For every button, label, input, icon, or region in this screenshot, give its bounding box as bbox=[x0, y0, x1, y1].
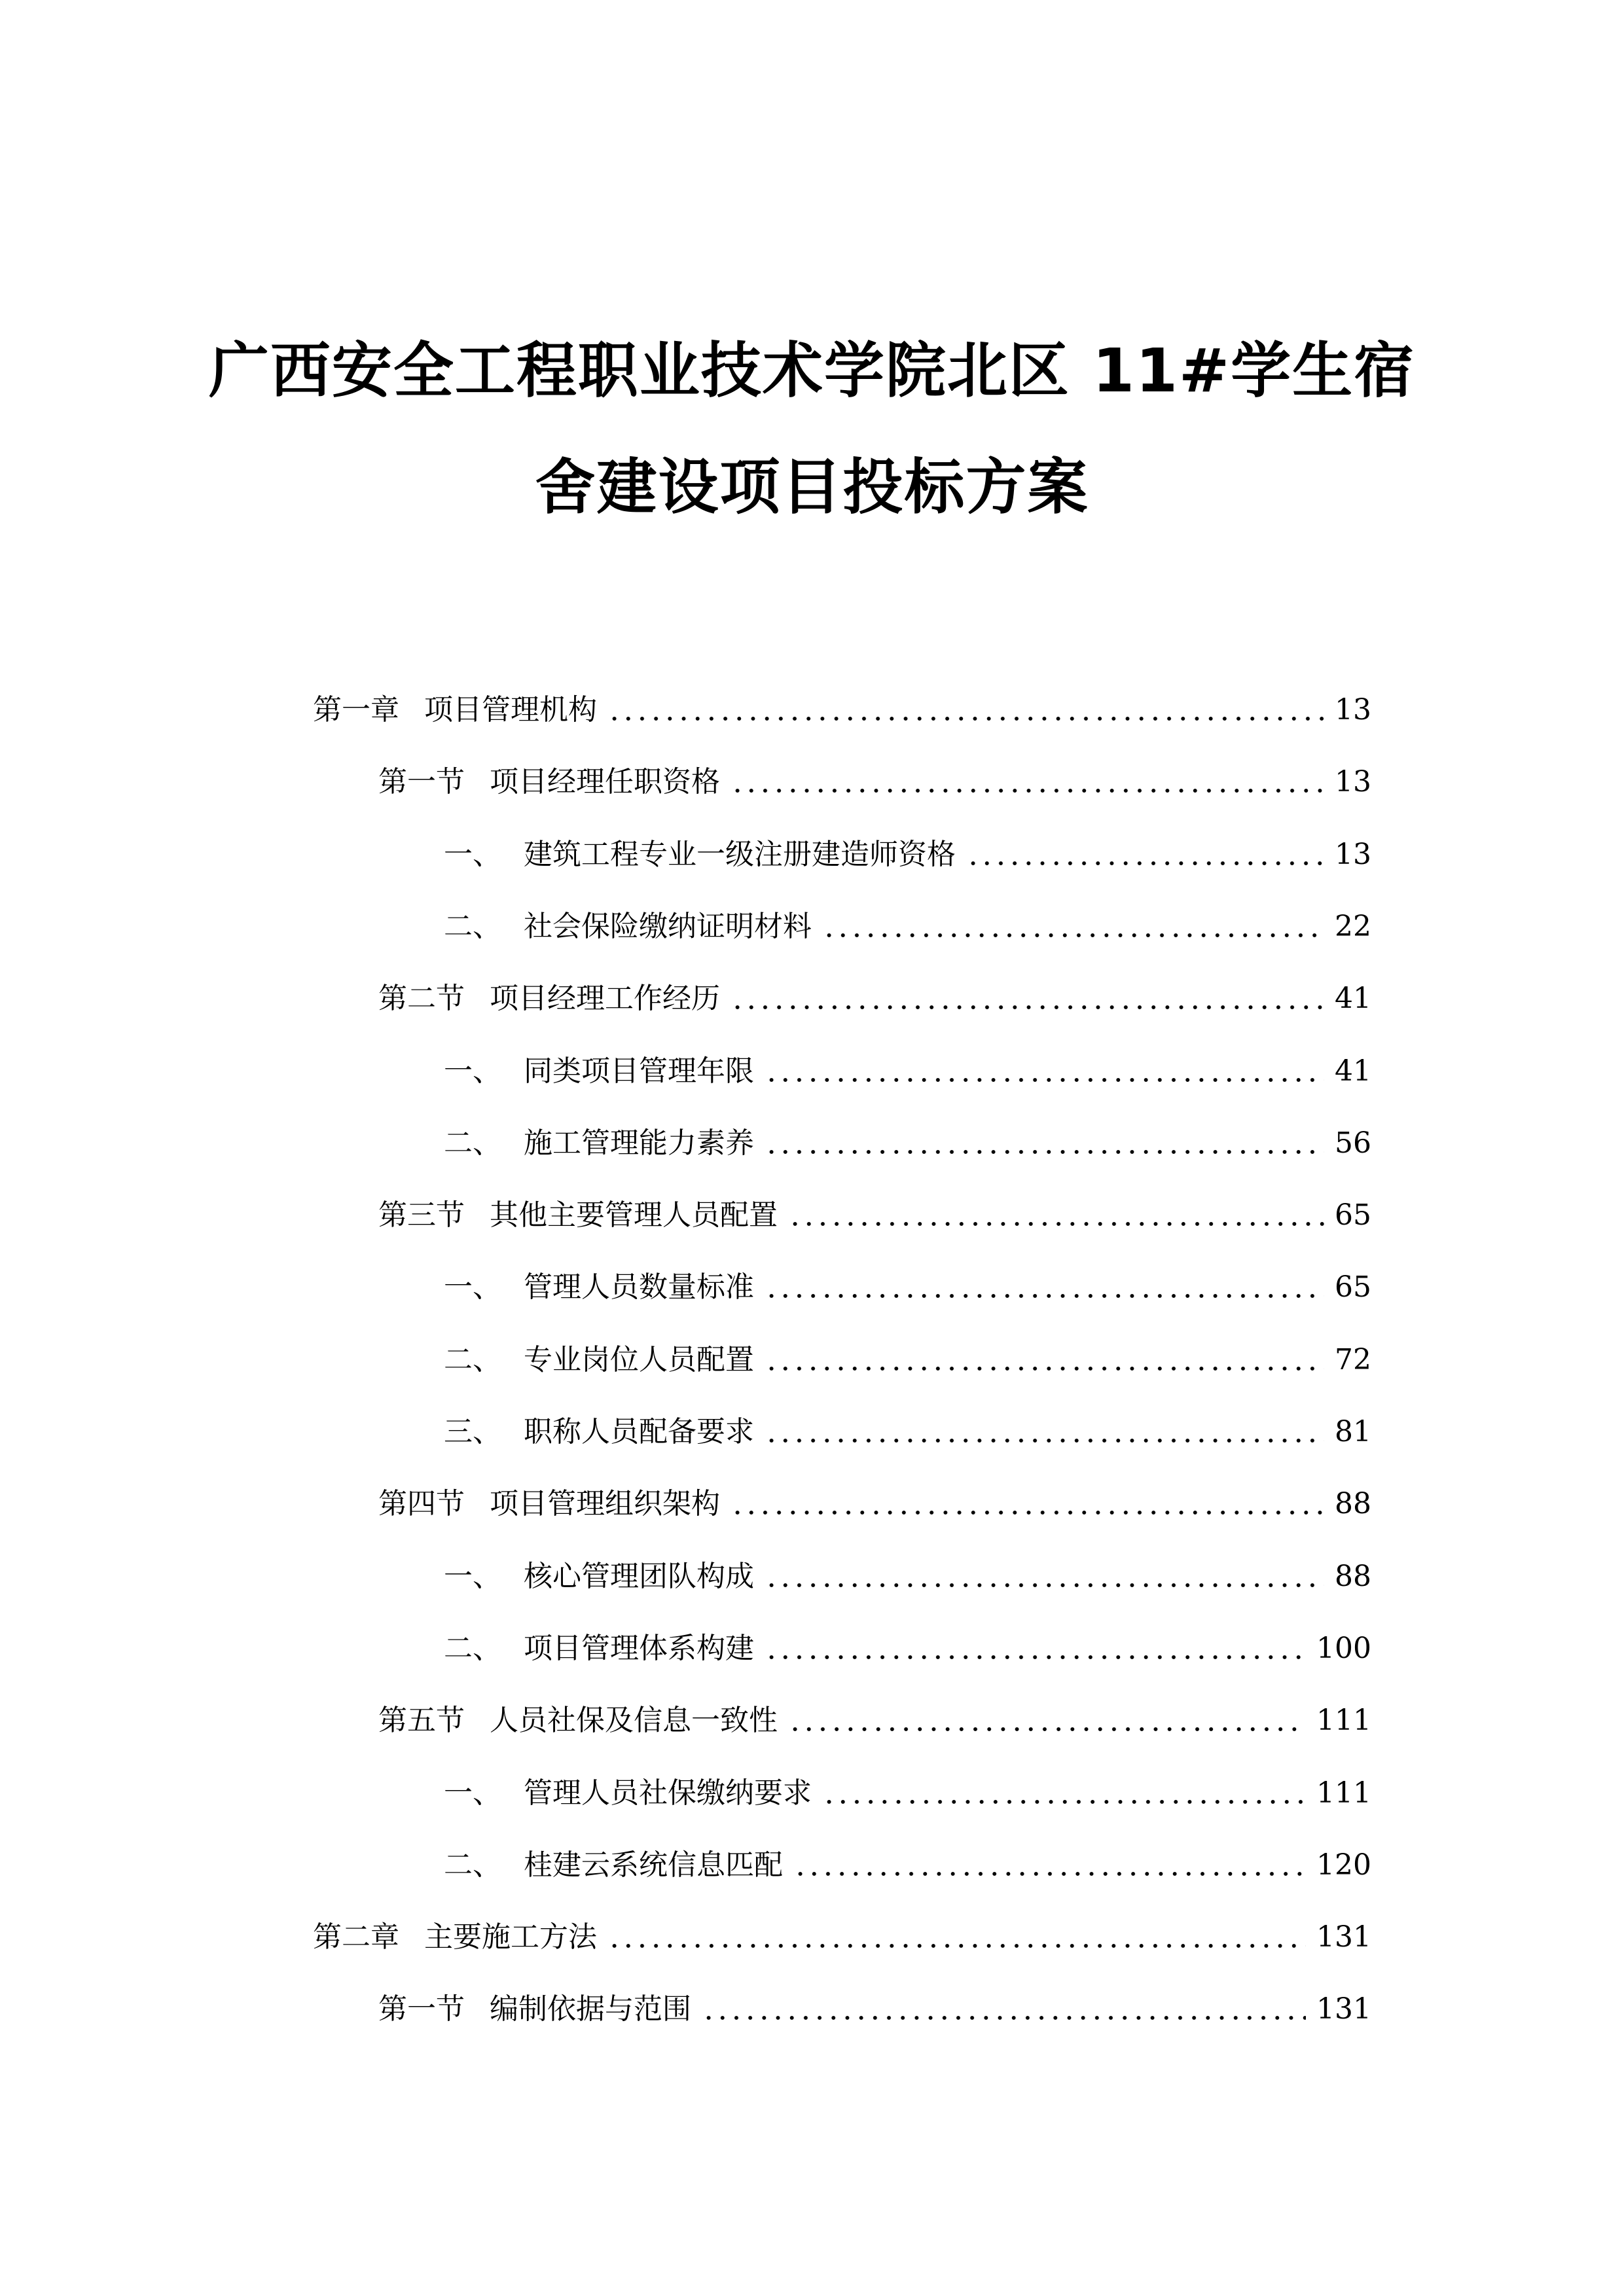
toc-entry-number: 二、 bbox=[444, 1342, 501, 1376]
toc-entry[interactable] bbox=[444, 1412, 1371, 1452]
toc-entry-number: 一、 bbox=[444, 1054, 501, 1088]
toc-entry[interactable] bbox=[378, 1196, 1371, 1235]
toc-entry-label bbox=[444, 1846, 783, 1885]
toc-page-number: 13 bbox=[1335, 693, 1371, 726]
toc-entry-label bbox=[444, 1412, 754, 1452]
toc-entry-number: 二、 bbox=[444, 1848, 501, 1882]
toc-entry-number: 第四节 bbox=[378, 1487, 465, 1521]
toc-entry-label bbox=[444, 1268, 754, 1307]
toc-entry-title: 社会保险缴纳证明材料 bbox=[524, 909, 812, 943]
toc-entry-label bbox=[378, 979, 720, 1018]
toc-entry-title: 人员社保及信息一致性 bbox=[490, 1704, 778, 1738]
toc-dot-leader bbox=[765, 1655, 1306, 1659]
toc-entry[interactable] bbox=[378, 979, 1371, 1018]
toc-entry-number: 一、 bbox=[444, 1270, 501, 1304]
toc-entry-title: 同类项目管理年限 bbox=[524, 1054, 754, 1088]
toc-entry-number: 一、 bbox=[444, 1559, 501, 1593]
toc-page-number: 131 bbox=[1316, 1920, 1371, 1954]
toc-entry-number: 第一节 bbox=[378, 765, 465, 799]
toc-page-number: 72 bbox=[1335, 1342, 1371, 1376]
toc-entry[interactable] bbox=[378, 1701, 1371, 1740]
toc-entry[interactable] bbox=[378, 1990, 1371, 2029]
toc-dot-leader bbox=[765, 1294, 1324, 1298]
toc-entry[interactable] bbox=[444, 1846, 1371, 1885]
toc-entry-number: 一、 bbox=[444, 1776, 501, 1810]
toc-entry[interactable] bbox=[444, 1124, 1371, 1163]
toc-entry-number: 第二章 bbox=[313, 1920, 399, 1954]
toc-entry-title: 项目经理工作经历 bbox=[490, 982, 720, 1016]
toc-entry-number: 第二节 bbox=[378, 982, 465, 1016]
toc-page-number: 41 bbox=[1335, 1054, 1371, 1088]
toc-entry-label bbox=[378, 762, 720, 802]
toc-entry-label bbox=[444, 1557, 754, 1596]
toc-entry-title: 编制依据与范围 bbox=[490, 1992, 691, 2026]
toc-dot-leader bbox=[607, 1944, 1306, 1948]
toc-page-number: 22 bbox=[1335, 909, 1371, 943]
toc-entry[interactable] bbox=[444, 1774, 1371, 1813]
toc-entry-number: 第五节 bbox=[378, 1704, 465, 1738]
toc-page-number: 131 bbox=[1316, 1992, 1371, 2026]
toc-entry-label bbox=[444, 1340, 754, 1380]
toc-entry[interactable] bbox=[444, 1052, 1371, 1091]
toc-dot-leader bbox=[607, 717, 1324, 721]
toc-page-number: 111 bbox=[1316, 1704, 1371, 1738]
toc-dot-leader bbox=[765, 1367, 1324, 1371]
toc-page-number: 65 bbox=[1335, 1270, 1371, 1304]
toc-dot-leader bbox=[731, 1005, 1324, 1009]
toc-entry[interactable] bbox=[313, 691, 1371, 730]
toc-page-number: 13 bbox=[1335, 765, 1371, 799]
toc-dot-leader bbox=[788, 1222, 1324, 1226]
toc-entry-number: 三、 bbox=[444, 1415, 501, 1448]
toc-entry-title: 主要施工方法 bbox=[424, 1920, 597, 1954]
toc-dot-leader bbox=[788, 1727, 1306, 1731]
toc-dot-leader bbox=[822, 933, 1324, 937]
toc-page-number: 81 bbox=[1335, 1415, 1371, 1448]
toc-entry-label bbox=[444, 907, 812, 946]
toc-entry-title: 桂建云系统信息匹配 bbox=[524, 1848, 783, 1882]
toc-dot-leader bbox=[731, 1511, 1324, 1515]
toc-entry-label bbox=[444, 1052, 754, 1091]
toc-dot-leader bbox=[822, 1800, 1306, 1804]
toc-page-number: 13 bbox=[1335, 837, 1371, 871]
document-title-line-1: 广西安全工程职业技术学院北区 11#学生宿 bbox=[208, 336, 1416, 406]
toc-entry-number: 一、 bbox=[444, 837, 501, 871]
toc-entry-label bbox=[444, 1124, 754, 1163]
toc-entry-number: 第三节 bbox=[378, 1198, 465, 1232]
toc-page-number: 56 bbox=[1335, 1126, 1371, 1160]
toc-entry-number: 二、 bbox=[444, 1631, 501, 1665]
toc-dot-leader bbox=[765, 1078, 1324, 1082]
toc-dot-leader bbox=[966, 861, 1324, 865]
toc-page-number: 65 bbox=[1335, 1198, 1371, 1232]
toc-entry-title: 核心管理团队构成 bbox=[524, 1559, 754, 1593]
toc-entry-title: 其他主要管理人员配置 bbox=[490, 1198, 778, 1232]
toc-page-number: 120 bbox=[1316, 1848, 1371, 1882]
toc-entry[interactable] bbox=[444, 1629, 1371, 1668]
toc-page-number: 111 bbox=[1316, 1776, 1371, 1810]
toc-entry[interactable] bbox=[444, 1340, 1371, 1380]
toc-entry-title: 管理人员社保缴纳要求 bbox=[524, 1776, 812, 1810]
toc-entry-title: 施工管理能力素养 bbox=[524, 1126, 754, 1160]
toc-entry-label bbox=[444, 1774, 812, 1813]
toc-entry-title: 管理人员数量标准 bbox=[524, 1270, 754, 1304]
toc-entry-label bbox=[313, 691, 597, 730]
toc-dot-leader bbox=[731, 789, 1324, 793]
toc-page-number: 100 bbox=[1316, 1631, 1371, 1665]
toc-entry-title: 职称人员配备要求 bbox=[524, 1415, 754, 1448]
toc-entry-title: 项目管理体系构建 bbox=[524, 1631, 754, 1665]
toc-entry-title: 项目经理任职资格 bbox=[490, 765, 720, 799]
toc-entry-label bbox=[378, 1484, 720, 1524]
document-title-line-2: 舍建设项目投标方案 bbox=[535, 452, 1089, 522]
toc-entry-label bbox=[378, 1990, 691, 2029]
toc-dot-leader bbox=[702, 2016, 1306, 2020]
toc-dot-leader bbox=[765, 1583, 1324, 1587]
toc-dot-leader bbox=[793, 1872, 1306, 1876]
toc-entry-label bbox=[444, 1629, 754, 1668]
toc-entry[interactable] bbox=[444, 1557, 1371, 1596]
toc-dot-leader bbox=[765, 1150, 1324, 1154]
toc-entry[interactable] bbox=[313, 1918, 1371, 1957]
toc-entry-label bbox=[378, 1196, 778, 1235]
toc-page-number: 88 bbox=[1335, 1487, 1371, 1521]
toc-entry-title: 专业岗位人员配置 bbox=[524, 1342, 754, 1376]
toc-page-number: 88 bbox=[1335, 1559, 1371, 1593]
toc-entry-number: 二、 bbox=[444, 1126, 501, 1160]
toc-entry-number: 第一章 bbox=[313, 693, 399, 726]
toc-entry-number: 二、 bbox=[444, 909, 501, 943]
toc-entry-number: 第一节 bbox=[378, 1992, 465, 2026]
toc-entry-title: 项目管理组织架构 bbox=[490, 1487, 720, 1521]
toc-entry[interactable] bbox=[444, 835, 1371, 874]
toc-dot-leader bbox=[765, 1439, 1324, 1443]
toc-entry[interactable] bbox=[378, 762, 1371, 802]
toc-entry[interactable] bbox=[378, 1484, 1371, 1524]
toc-entry-title: 项目管理机构 bbox=[424, 693, 597, 726]
toc-entry-title: 建筑工程专业一级注册建造师资格 bbox=[524, 837, 956, 871]
toc-entry[interactable] bbox=[444, 907, 1371, 946]
toc-entry-label bbox=[444, 835, 956, 874]
toc-entry[interactable] bbox=[444, 1268, 1371, 1307]
toc-entry-label bbox=[313, 1918, 597, 1957]
toc-page-number: 41 bbox=[1335, 982, 1371, 1016]
toc-entry-label bbox=[378, 1701, 778, 1740]
